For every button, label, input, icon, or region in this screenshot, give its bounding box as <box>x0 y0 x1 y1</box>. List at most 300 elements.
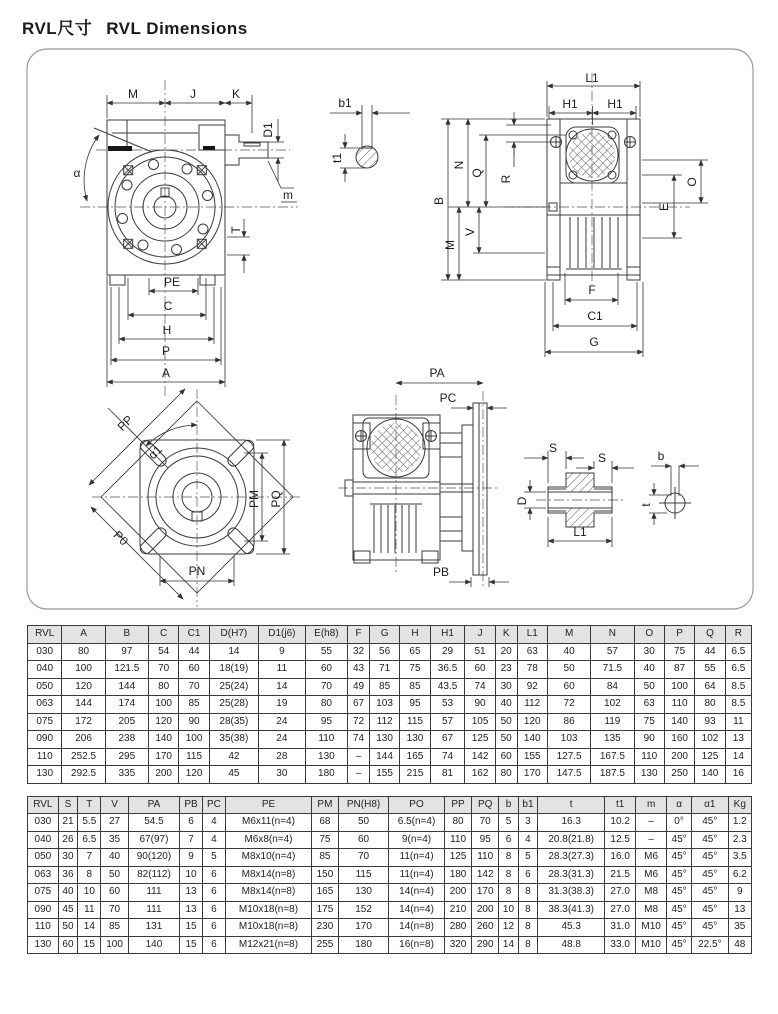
column-header: Kg <box>728 796 751 814</box>
cell: 25(24) <box>209 678 258 696</box>
cell: 29 <box>430 643 465 661</box>
cell: – <box>348 748 370 766</box>
cell: 238 <box>105 731 148 749</box>
row-model: 050 <box>28 678 62 696</box>
row-model: 130 <box>28 766 62 784</box>
cell: 92 <box>517 678 547 696</box>
cell: 70 <box>101 901 128 919</box>
cell: 125 <box>444 849 471 867</box>
cell: 14(n=4) <box>389 901 445 919</box>
cell: 45 <box>58 901 77 919</box>
cell: 40 <box>101 849 128 867</box>
cell: 70 <box>148 661 178 679</box>
table-row <box>28 831 752 849</box>
cell: 67(97) <box>128 831 180 849</box>
column-header: T <box>78 796 101 814</box>
dim-label-C1: C1 <box>587 309 603 323</box>
cell: 23 <box>495 661 517 679</box>
cell: 53 <box>430 696 465 714</box>
cell: 50 <box>101 866 128 884</box>
cell: 1.2 <box>728 814 751 832</box>
cell: 16(n=8) <box>389 936 445 954</box>
column-header: A <box>62 626 105 644</box>
table-row <box>28 661 752 679</box>
side-view <box>432 71 708 357</box>
column-header: B <box>105 626 148 644</box>
cell: 102 <box>695 731 725 749</box>
cell: 60 <box>305 661 347 679</box>
cell: 85 <box>400 678 430 696</box>
cell: 102 <box>591 696 634 714</box>
cell: 81 <box>430 766 465 784</box>
dim-label-H: H <box>162 323 172 337</box>
table-row <box>28 766 752 784</box>
cell: 50 <box>495 731 517 749</box>
cell: 40 <box>547 643 590 661</box>
page-title-cn: RVL尺寸 <box>22 19 93 38</box>
dim-label-R: R <box>499 174 513 184</box>
row-model: 063 <box>28 866 59 884</box>
cell: 320 <box>444 936 471 954</box>
column-header: M <box>547 626 590 644</box>
column-header: V <box>101 796 128 814</box>
cell: 13 <box>180 884 203 902</box>
cell: 180 <box>305 766 347 784</box>
cell: 8 <box>518 884 537 902</box>
cell: M8x10(n=4) <box>226 849 312 867</box>
cell: 45° <box>692 831 728 849</box>
column-header: N <box>591 626 634 644</box>
cell: 14 <box>725 748 751 766</box>
column-header: D(H7) <box>209 626 258 644</box>
cell: 11 <box>725 713 751 731</box>
cell: 40 <box>634 661 664 679</box>
dim-label-alpha: α <box>73 166 81 180</box>
cell: 6 <box>202 884 225 902</box>
cell: 90 <box>465 696 495 714</box>
cell: 180 <box>339 936 389 954</box>
technical-drawing <box>0 45 778 620</box>
cell: 162 <box>465 766 495 784</box>
cell: 100 <box>62 661 105 679</box>
cell: 74 <box>348 731 370 749</box>
cell: 35 <box>101 831 128 849</box>
table-row <box>28 919 752 937</box>
cell: 131 <box>128 919 180 937</box>
cell: 147.5 <box>547 766 590 784</box>
cell: 130 <box>305 748 347 766</box>
cell: 32 <box>348 643 370 661</box>
column-header: b1 <box>518 796 537 814</box>
cell: 8 <box>518 919 537 937</box>
cell: 120 <box>517 713 547 731</box>
table-row <box>28 643 752 661</box>
cell: 20 <box>495 643 517 661</box>
column-header: PQ <box>472 796 499 814</box>
cell: 30 <box>58 849 77 867</box>
cell: 6 <box>518 866 537 884</box>
cell: 86 <box>547 713 590 731</box>
cell: 67 <box>348 696 370 714</box>
cell: M8 <box>636 901 667 919</box>
cell: 7 <box>78 849 101 867</box>
cell: 60 <box>465 661 495 679</box>
column-header: P <box>664 626 694 644</box>
cell: 15 <box>180 936 203 954</box>
cell: 165 <box>400 748 430 766</box>
cell: 6 <box>180 814 203 832</box>
cell: 10 <box>499 901 518 919</box>
cell: 14(n=8) <box>389 919 445 937</box>
cell: 252.5 <box>62 748 105 766</box>
cell: 67 <box>430 731 465 749</box>
cell: 63 <box>634 696 664 714</box>
column-header: RVL <box>28 626 62 644</box>
column-header: t <box>538 796 605 814</box>
cell: 30 <box>259 766 306 784</box>
cell: 27.0 <box>605 901 636 919</box>
cell: 15 <box>180 919 203 937</box>
cell: M8 <box>636 884 667 902</box>
column-header: H1 <box>430 626 465 644</box>
cell: 85 <box>369 678 399 696</box>
column-header: Q <box>695 626 725 644</box>
cell: 115 <box>179 748 209 766</box>
cell: 6 <box>202 901 225 919</box>
cell: 45 <box>209 766 258 784</box>
cell: 11(n=4) <box>389 849 445 867</box>
cell: 90 <box>634 731 664 749</box>
cell: 200 <box>444 884 471 902</box>
cell: 49 <box>348 678 370 696</box>
column-header: PE <box>226 796 312 814</box>
cell: 15 <box>78 936 101 954</box>
cell: M6 <box>636 849 667 867</box>
dim-label-K: K <box>231 87 241 101</box>
cell: 8.5 <box>725 678 751 696</box>
cell: 50 <box>339 814 389 832</box>
cell: 84 <box>591 678 634 696</box>
row-model: 030 <box>28 814 59 832</box>
cell: 12.5 <box>605 831 636 849</box>
column-header: H <box>400 626 430 644</box>
column-header: C1 <box>179 626 209 644</box>
cell: 142 <box>472 866 499 884</box>
cell: 8 <box>499 849 518 867</box>
cell: 110 <box>444 831 471 849</box>
dim-label-M-side: M <box>443 240 457 250</box>
output-bushing-section <box>515 441 634 547</box>
column-header: S <box>58 796 77 814</box>
cell: 12 <box>499 919 518 937</box>
cell: 290 <box>472 936 499 954</box>
cell: 85 <box>311 849 338 867</box>
cell: 30 <box>634 643 664 661</box>
cell: 152 <box>339 901 389 919</box>
cell: 9 <box>728 884 751 902</box>
cell: 150 <box>311 866 338 884</box>
cell: 45° <box>692 866 728 884</box>
cell: 8 <box>499 884 518 902</box>
cell: 9 <box>180 849 203 867</box>
cell: 45° <box>667 901 692 919</box>
cell: 25(28) <box>209 696 258 714</box>
cell: 100 <box>148 696 178 714</box>
cell: 5.5 <box>78 814 101 832</box>
cell: 6.5(n=4) <box>389 814 445 832</box>
cell: 112 <box>369 713 399 731</box>
cell: 120 <box>148 713 178 731</box>
cell: 51 <box>465 643 495 661</box>
column-header: O <box>634 626 664 644</box>
table-row <box>28 748 752 766</box>
cell: 63 <box>517 643 547 661</box>
table-row <box>28 678 752 696</box>
cell: 90 <box>179 713 209 731</box>
cell: 3.5 <box>728 849 751 867</box>
cell: 31.3(38.3) <box>538 884 605 902</box>
cell: 111 <box>128 901 180 919</box>
cell: 130 <box>339 884 389 902</box>
dim-label-PB: PB <box>432 565 450 579</box>
cell: 10 <box>78 884 101 902</box>
cell: 97 <box>105 643 148 661</box>
cell: 36.5 <box>430 661 465 679</box>
cell: 6 <box>202 936 225 954</box>
cell: M12x21(n=8) <box>226 936 312 954</box>
cell: 121.5 <box>105 661 148 679</box>
cell: 70 <box>339 849 389 867</box>
column-header: α1 <box>692 796 728 814</box>
cell: 72 <box>348 713 370 731</box>
cell: 56 <box>369 643 399 661</box>
cell: 100 <box>664 678 694 696</box>
cell: 21.5 <box>605 866 636 884</box>
column-header: R <box>725 626 751 644</box>
cell: 50 <box>495 713 517 731</box>
cell: 260 <box>472 919 499 937</box>
cell: 280 <box>444 919 471 937</box>
cell: 54.5 <box>128 814 180 832</box>
cell: 48.8 <box>538 936 605 954</box>
cell: 14 <box>499 936 518 954</box>
cell: 110 <box>305 731 347 749</box>
cell: 105 <box>465 713 495 731</box>
cell: 28.3(27.3) <box>538 849 605 867</box>
cell: 50 <box>58 919 77 937</box>
cell: 45° <box>667 849 692 867</box>
dim-label-alpha1: α1 <box>145 442 165 462</box>
column-header: PO <box>389 796 445 814</box>
cell: 45° <box>692 884 728 902</box>
dim-label-T: T <box>229 226 243 234</box>
cell: 60 <box>495 748 517 766</box>
cell: 16.3 <box>538 814 605 832</box>
cell: 119 <box>591 713 634 731</box>
cell: 115 <box>400 713 430 731</box>
cell: 5 <box>518 849 537 867</box>
table-row <box>28 814 752 832</box>
cell: 215 <box>400 766 430 784</box>
column-header: J <box>465 626 495 644</box>
dim-label-b1: b1 <box>338 96 352 110</box>
cell: 200 <box>664 748 694 766</box>
row-model: 090 <box>28 901 59 919</box>
table-row <box>28 884 752 902</box>
cell: 140 <box>664 713 694 731</box>
cell: 100 <box>179 731 209 749</box>
cell: 9(n=4) <box>389 831 445 849</box>
cell: 27.0 <box>605 884 636 902</box>
cell: 87 <box>664 661 694 679</box>
dim-label-S-left: S <box>548 441 558 455</box>
cell: 33.0 <box>605 936 636 954</box>
cell: M6 <box>636 866 667 884</box>
cell: 5 <box>202 849 225 867</box>
row-model: 030 <box>28 643 62 661</box>
cell: M8x14(n=8) <box>226 866 312 884</box>
cell: 11(n=4) <box>389 866 445 884</box>
cell: 44 <box>179 643 209 661</box>
cell: M6x11(n=4) <box>226 814 312 832</box>
dim-label-PN: PN <box>188 564 206 578</box>
cell: 27 <box>101 814 128 832</box>
dim-label-S-right: S <box>597 451 607 465</box>
dim-label-PP: PP <box>114 412 136 434</box>
dim-label-P: P <box>161 344 171 358</box>
cell: 2.3 <box>728 831 751 849</box>
column-header: PN(H8) <box>339 796 389 814</box>
page-title-en: RVL Dimensions <box>106 19 248 38</box>
cell: 140 <box>148 731 178 749</box>
dim-label-t: t <box>639 503 653 507</box>
cell: 11 <box>78 901 101 919</box>
column-header: F <box>348 626 370 644</box>
cell: 74 <box>430 748 465 766</box>
row-model: 130 <box>28 936 59 954</box>
dim-label-P0: P0 <box>110 528 131 549</box>
row-model: 075 <box>28 884 59 902</box>
row-model: 063 <box>28 696 62 714</box>
cell: 55 <box>695 661 725 679</box>
cell: 26 <box>58 831 77 849</box>
cell: 8 <box>78 866 101 884</box>
cell: 45° <box>667 884 692 902</box>
cell: 30 <box>495 678 517 696</box>
cell: 57 <box>591 643 634 661</box>
mounting-dimensions-table <box>27 796 752 955</box>
dim-label-PQ: PQ <box>269 490 283 508</box>
dim-label-H1-left: H1 <box>562 97 578 111</box>
cell: 75 <box>634 713 664 731</box>
input-shaft-key-section <box>330 96 410 182</box>
cell: 85 <box>179 696 209 714</box>
cell: 200 <box>148 766 178 784</box>
cell: 44 <box>695 643 725 661</box>
dim-label-C: C <box>163 299 173 313</box>
cell: 60 <box>58 936 77 954</box>
cell: 6.5 <box>78 831 101 849</box>
cell: 35 <box>728 919 751 937</box>
cell: 95 <box>472 831 499 849</box>
cell: 14 <box>78 919 101 937</box>
row-model: 090 <box>28 731 62 749</box>
cell: 6 <box>202 919 225 937</box>
cell: 90(120) <box>128 849 180 867</box>
cell: 160 <box>664 731 694 749</box>
cell: 230 <box>311 919 338 937</box>
cell: 55 <box>305 643 347 661</box>
cell: 31.0 <box>605 919 636 937</box>
cell: 80 <box>62 643 105 661</box>
column-header: t1 <box>605 796 636 814</box>
cell: 48 <box>728 936 751 954</box>
cell: 11 <box>259 661 306 679</box>
cell: 130 <box>634 766 664 784</box>
dim-label-PA: PA <box>429 366 445 380</box>
dim-label-L1: L1 <box>585 71 599 85</box>
cell: 205 <box>105 713 148 731</box>
cell: 16.0 <box>605 849 636 867</box>
dim-label-O: O <box>685 177 699 187</box>
column-header: PM <box>311 796 338 814</box>
dim-label-t1: t1 <box>330 152 344 164</box>
column-header: E(h8) <box>305 626 347 644</box>
table-row <box>28 696 752 714</box>
column-header: b <box>499 796 518 814</box>
dim-label-F: F <box>588 283 596 297</box>
cell: M6x8(n=4) <box>226 831 312 849</box>
column-header: PA <box>128 796 180 814</box>
cell: 292.5 <box>62 766 105 784</box>
dim-label-D: D <box>515 496 529 506</box>
cell: 140 <box>695 766 725 784</box>
dim-label-PC: PC <box>439 391 457 405</box>
cell: 13 <box>725 731 751 749</box>
cell: 45° <box>667 866 692 884</box>
cell: 71 <box>369 661 399 679</box>
cell: 70 <box>305 678 347 696</box>
column-header: RVL <box>28 796 59 814</box>
cell: 4 <box>202 831 225 849</box>
dim-label-M: M <box>128 87 138 101</box>
cell: 42 <box>209 748 258 766</box>
cell: 4 <box>518 831 537 849</box>
dim-label-L1-bushing: L1 <box>573 525 587 539</box>
cell: 170 <box>517 766 547 784</box>
cell: 85 <box>101 919 128 937</box>
dim-label-m: m <box>283 188 293 202</box>
cell: 95 <box>305 713 347 731</box>
cell: 112 <box>517 696 547 714</box>
cell: 45.3 <box>538 919 605 937</box>
cell: – <box>636 831 667 849</box>
cell: 8 <box>518 901 537 919</box>
dim-label-PE: PE <box>163 275 181 289</box>
cell: 95 <box>400 696 430 714</box>
cell: M10x18(n=8) <box>226 901 312 919</box>
cell: 250 <box>664 766 694 784</box>
cell: 120 <box>179 766 209 784</box>
dim-label-D1: D1 <box>261 122 275 138</box>
cell: 9 <box>259 643 306 661</box>
cell: 170 <box>148 748 178 766</box>
cell: 6.5 <box>725 661 751 679</box>
cell: 110 <box>664 696 694 714</box>
cell: 180 <box>444 866 471 884</box>
cell: 14 <box>259 678 306 696</box>
row-model: 075 <box>28 713 62 731</box>
